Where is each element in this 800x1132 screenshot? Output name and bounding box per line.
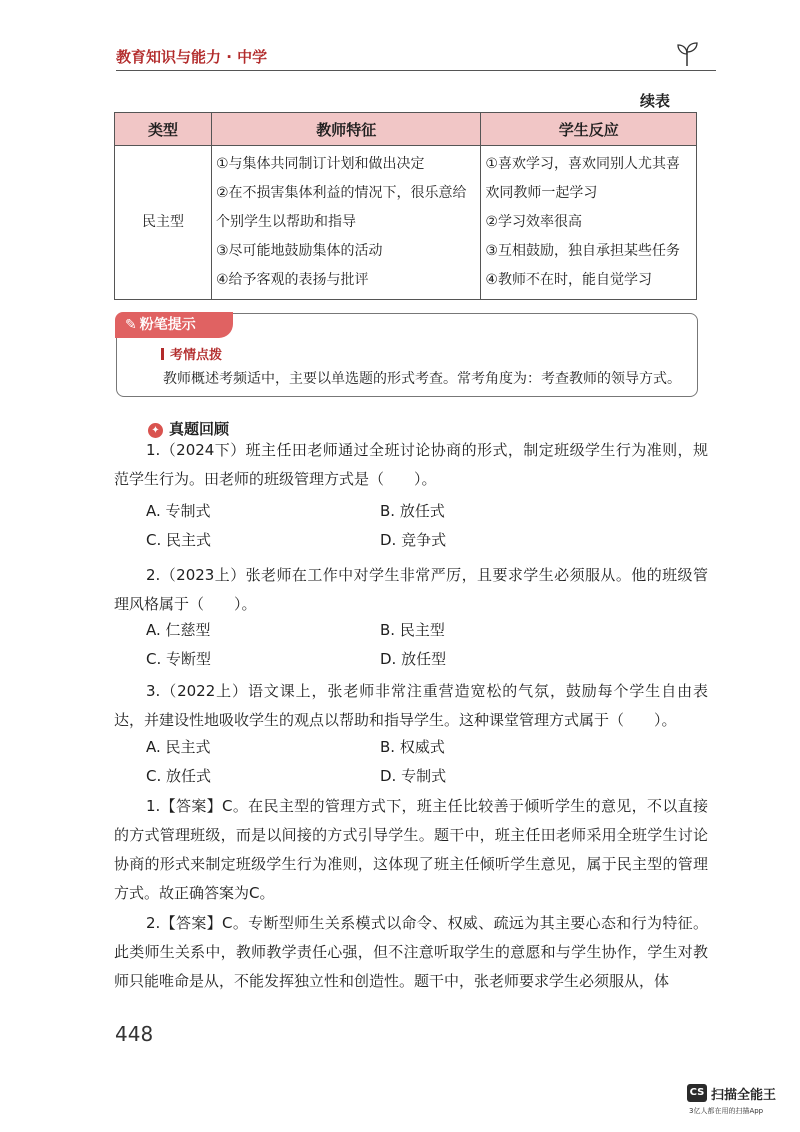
pen-icon: ✎ (125, 317, 137, 333)
sprout-icon (672, 38, 702, 68)
subtitle-bar (161, 348, 164, 360)
question-3-option-b: B. 权威式 (380, 738, 445, 756)
column-header-teacher: 教师特征 (212, 113, 481, 146)
answer-2: 2.【答案】C。专断型师生关系模式以命令、权威、疏远为其主要心态和行为特征。此类师生关系中，教师教学责任心强，但不注意听取学生的意愿和与学生协作，学生对教师只能唯命是从，不能发挥独立性和创造性。题干中，张老师要求学生必须服从，体 (114, 914, 708, 990)
question-3-option-a: A. 民主式 (146, 738, 211, 756)
question-2-option-b: B. 民主型 (380, 621, 445, 639)
page-number: 448 (115, 1022, 154, 1046)
question-3-option-c: C. 放任式 (146, 767, 212, 785)
teacher-type-table (114, 112, 697, 300)
question-2-stem: 2.（2023上）张老师在工作中对学生非常严厉，且要求学生必须服从。他的班级管理风格属于（ ）。 (114, 566, 708, 613)
tip-tab-label: 粉笔提示 (139, 317, 196, 333)
column-header-type: 类型 (115, 113, 212, 146)
question-1-stem: 1.（2024下）班主任田老师通过全班讨论协商的形式，制定班级学生行为准则，规范学生行为。田老师的班级管理方式是（ ）。 (114, 441, 708, 488)
question-1-option-a: A. 专制式 (146, 502, 211, 520)
student-reaction: ①喜欢学习，喜欢同别人尤其喜欢同教师一起学习 (485, 156, 680, 201)
question-3-option-d: D. 专制式 (380, 767, 447, 785)
tip-subtitle (161, 344, 222, 363)
student-reaction: ③互相鼓励，独自承担某些任务 (485, 243, 680, 259)
question-1-option-c: C. 民主式 (146, 531, 212, 549)
camscanner-logo-icon: CS (687, 1084, 707, 1102)
continued-label: 续表 (640, 92, 671, 110)
answer-1: 1.【答案】C。在民主型的管理方式下，班主任比较善于倾听学生的意见，不以直接的方式管理班级，而是以间接的方式引导学生。题干中，班主任田老师采用全班学生讨论协商的形式来制定班级学生行为准则，这体现了班主任倾听学生意见，属于民主型的管理方式。故正确答案为C。 (114, 797, 708, 902)
student-reaction: ④教师不在时，能自觉学习 (485, 272, 652, 288)
teacher-trait: ④给予客观的表扬与批评 (216, 272, 369, 288)
tip-tab (115, 312, 233, 338)
tip-box (116, 313, 698, 397)
question-1-option-b: B. 放任式 (380, 502, 445, 520)
teacher-trait: ③尽可能地鼓励集体的活动 (216, 243, 383, 259)
table-row (115, 146, 697, 300)
question-1-option-d: D. 竞争式 (380, 531, 447, 549)
tip-subtitle-text: 考情点拨 (170, 348, 223, 363)
scanner-tagline: 3亿人都在用的扫描App (689, 1107, 764, 1115)
teacher-trait: ②在不损害集体利益的情况下，很乐意给个别学生以帮助和指导 (216, 185, 467, 230)
type-cell: 民主型 (115, 146, 212, 300)
column-header-student: 学生反应 (481, 113, 697, 146)
header-rule (116, 70, 716, 71)
question-2-option-a: A. 仁慈型 (146, 621, 211, 639)
review-icon: ✦ (148, 423, 163, 438)
student-reaction: ②学习效率很高 (485, 214, 582, 230)
question-2-option-d: D. 放任型 (380, 650, 447, 668)
header-title: 教育知识与能力 · 中学 (116, 48, 268, 66)
teacher-trait: ①与集体共同制订计划和做出决定 (216, 156, 425, 172)
scanner-name: 扫描全能王 (711, 1088, 777, 1103)
teacher-traits-cell (212, 146, 481, 300)
student-reactions-cell (481, 146, 697, 300)
question-2-option-c: C. 专断型 (146, 650, 212, 668)
review-title-text: 真题回顾 (169, 420, 230, 438)
table-header-row (115, 113, 697, 146)
tip-text: 教师概述考频适中，主要以单选题的形式考查。常考角度为：考查教师的领导方式。 (163, 371, 681, 387)
page-header (0, 40, 800, 80)
question-3-stem: 3.（2022上）语文课上，张老师非常注重营造宽松的气氛，鼓励每个学生自由表达，并建设性地吸收学生的观点以帮助和指导学生。这种课堂管理方式属于（ ）。 (114, 682, 708, 729)
